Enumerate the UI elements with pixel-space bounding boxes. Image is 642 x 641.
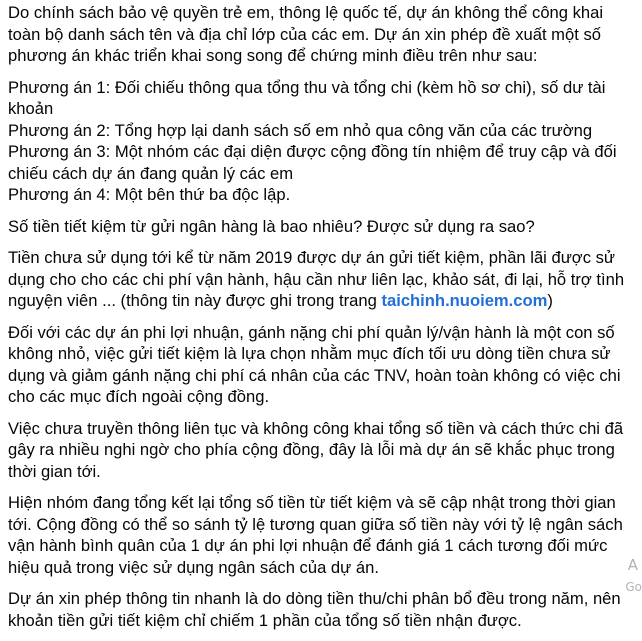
option-3-line: Phương án 3: Một nhóm các đại diện được cộng đồng tín nhiệm để truy cập và đối <box>8 142 617 161</box>
text-line: dụng cho cho các chi phí vận hành, hậu cần như liên lạc, khảo sát, đi lại, hỗ trợ tình <box>8 269 625 289</box>
text-line: phương án khác triển khai song song để chứng minh điều trên như sau: <box>8 46 538 65</box>
paragraph-nonprofit-costs <box>8 322 632 408</box>
text-line: thời gian tới. <box>8 461 101 481</box>
taichinh-link[interactable]: taichinh.nuoiem.com <box>381 291 548 310</box>
text-line <box>8 290 632 312</box>
paragraph-options-list <box>8 77 632 206</box>
text-line: vận hành bình quân của 1 dự án phi lợi nhuận để đánh giá 1 cách tương đối mức <box>8 536 608 555</box>
paragraph-summary-update <box>8 492 632 578</box>
text-line: Tiền chưa sử dụng tới kể từ năm 2019 được dự án gửi tiết kiệm, phần lãi được sử <box>8 248 616 267</box>
text-line: tới. Cộng đồng có thể so sánh tỷ lệ tương quan giữa số tiền này với tỷ lệ ngân sách <box>8 514 623 534</box>
text-line: gây ra nhiều nghi ngờ cho phía cộng đồng, đây là lỗi mà dự án sẽ khắc phục trong <box>8 440 615 459</box>
paragraph-cashflow-note <box>8 588 632 631</box>
text-line: Việc chưa truyền thông liên tục và không công khai tổng số tiền và cách thức chi đã <box>8 418 624 438</box>
text-line: hiệu quả trong việc sử dụng ngân sách của dự án. <box>8 557 379 577</box>
text-line: Hiện nhóm đang tổng kết lại tổng số tiền từ tiết kiệm và sẽ cập nhật trong thời gian <box>8 493 616 512</box>
side-overlay-text-a: A <box>627 556 638 574</box>
text-line: Dự án xin phép thông tin nhanh là do dòng tiền thu/chi phân bổ đều trong năm, nên <box>8 589 621 608</box>
text-line: Đối với các dự án phi lợi nhuận, gánh nặng chi phí quản lý/vận hành là một con số <box>8 322 615 342</box>
text-segment: ) <box>547 291 553 310</box>
text-line: khoản tiền gửi tiết kiệm chỉ chiếm 1 phần của tổng số tiền nhận được. <box>8 610 522 630</box>
text-line: Số tiền tiết kiệm từ gửi ngân hàng là bao nhiêu? Được sử dụng ra sao? <box>8 216 535 236</box>
option-2-line: Phương án 2: Tổng hợp lại danh sách số em nhỏ qua công văn của các trường <box>8 120 593 140</box>
option-4-line: Phương án 4: Một bên thứ ba độc lập. <box>8 185 291 204</box>
option-1-line: Phương án 1: Đối chiếu thông qua tổng thu và tổng chi (kèm hồ sơ chi), số dư tài <box>8 77 606 97</box>
text-segment: nguyện viên ... (thông tin này được ghi trong trang <box>8 291 382 310</box>
text-line: toàn bộ danh sách tên và địa chỉ lớp của các em. Dự án xin phép đề xuất một số <box>8 24 601 44</box>
text-line: dụng và giảm gánh nặng chi phí cá nhân của các TNV, hoàn toàn không có việc chi <box>8 365 621 385</box>
text-line: Do chính sách bảo vệ quyền trẻ em, thông lệ quốc tế, dự án không thể công khai <box>8 3 604 22</box>
text-line: không nhỏ, việc gửi tiết kiệm là lựa chọn nhằm mục đích tối ưu dòng tiền chưa sử <box>8 344 611 363</box>
option-1-line-cont: khoản <box>8 99 54 118</box>
option-3-line-cont: chiếu cách dự án đang quản lý các em <box>8 163 294 183</box>
paragraph-savings-question <box>8 216 632 238</box>
paragraph-privacy-intro <box>8 2 632 67</box>
side-overlay-text-go: Go <box>625 580 642 594</box>
paragraph-savings-usage <box>8 247 632 312</box>
paragraph-communication-fault <box>8 418 632 483</box>
text-line: cho các mục đích ngoài cộng đồng. <box>8 387 270 406</box>
post-body <box>8 0 632 641</box>
